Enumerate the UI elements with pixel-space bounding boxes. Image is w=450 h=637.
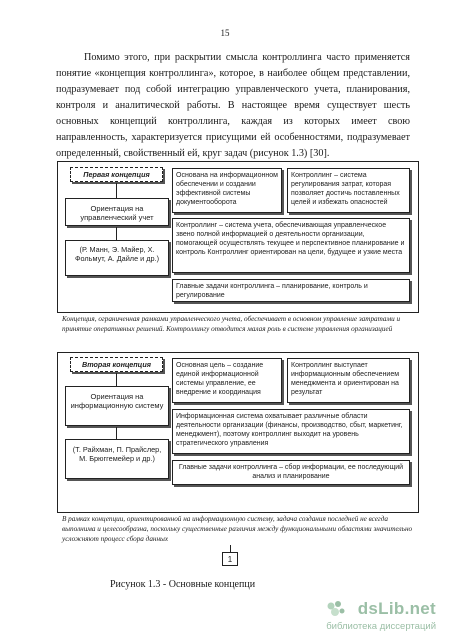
connector-line xyxy=(230,545,231,552)
dslib-logo-icon xyxy=(326,600,346,618)
page-number: 15 xyxy=(220,28,230,38)
connector-box: 1 xyxy=(222,552,238,566)
concept2-information-system: Информационная система охватывает различные области деятельности организации (финансы, производство, сбыт, маркетинг, менеджмент), поэтому контроллинг выходит на уровень стратегического управления xyxy=(172,409,410,454)
concept1-authors: (Р. Манн, Э. Майер, Х. Фольмут, А. Дайле и др.) xyxy=(65,240,169,276)
paragraph-text: Помимо этого, при раскрытии смысла контроллинга часто применяется понятие «концепция контроллинга», которое, в наиболее общем представлении, подразумевает под собой интеграцию управленческого учета, планирования, контроля и аналитической работы. В настоящее время существует шесть основных концепций контроллинга, каждая из которых имеет свою направленность, характеризуется присущими ей особенностями, подразумевает определенный, свойственный ей, круг задач (рисунок 1.3) [30]. xyxy=(56,52,410,159)
concept1-cost-regulation: Контроллинг – система регулирования затрат, которая позволяет достичь поставленных целей и избежать опасностей xyxy=(287,168,410,213)
concept1-title: Первая концепция xyxy=(70,167,163,182)
connector-line xyxy=(116,373,117,386)
figure-caption: Рисунок 1.3 - Основные концепци xyxy=(110,579,256,590)
concept1-summary: Концепция, ограниченная рамками управленческого учета, обеспечивает в основном управление затратами и принятие оперативных решений. Контроллингу отводится малая роль в системе управления организацией xyxy=(62,315,401,333)
concept2-info-provider: Контроллинг выступает информационным обеспечением менеджмента и ориентирован на результат xyxy=(287,358,410,403)
concept2-authors: (Т. Райхман, П. Прайслер, М. Брюггемейер и др.) xyxy=(65,439,169,479)
concept2-main-tasks: Главные задачи контроллинга – сбор информации, ее последующий анализ и планирование xyxy=(172,460,410,485)
concept2-orientation: Ориентация на информационную систему xyxy=(65,386,169,426)
connector-line xyxy=(116,427,117,439)
concept2-title: Вторая концепция xyxy=(70,357,163,372)
concept1-accounting-system: Контроллинг – система учета, обеспечивающая управленческое звено полной информацией о деятельности организации, помогающей осуществлять текущее и перспективное планирование и контроль Контроллинг ориентирован на цели, будущее и узкие места xyxy=(172,218,410,273)
body-paragraph xyxy=(56,50,410,162)
connector-line xyxy=(116,227,117,240)
connector-line xyxy=(116,183,117,198)
watermark-subtitle: библиотека диссертаций xyxy=(326,621,436,632)
concept1-basis: Основана на информационном обеспечении и создании эффективной системы документооборота xyxy=(172,168,282,213)
watermark-brand[interactable]: dsLib.net xyxy=(357,599,436,618)
concept1-orientation: Ориентация на управленческий учет xyxy=(65,198,169,226)
concept2-summary: В рамках концепции, ориентированной на информационную систему, задача создания последней не всегда выполнима и целесообразна, поскольку существенные различия между функциональными областями значительно усложняют процесс сбора данных xyxy=(62,515,413,543)
concept2-main-goal: Основная цель – создание единой информационной системы управление, ее внедрение и координация xyxy=(172,358,282,403)
concept1-main-tasks: Главные задачи контроллинга – планирование, контроль и регулирование xyxy=(172,279,410,302)
